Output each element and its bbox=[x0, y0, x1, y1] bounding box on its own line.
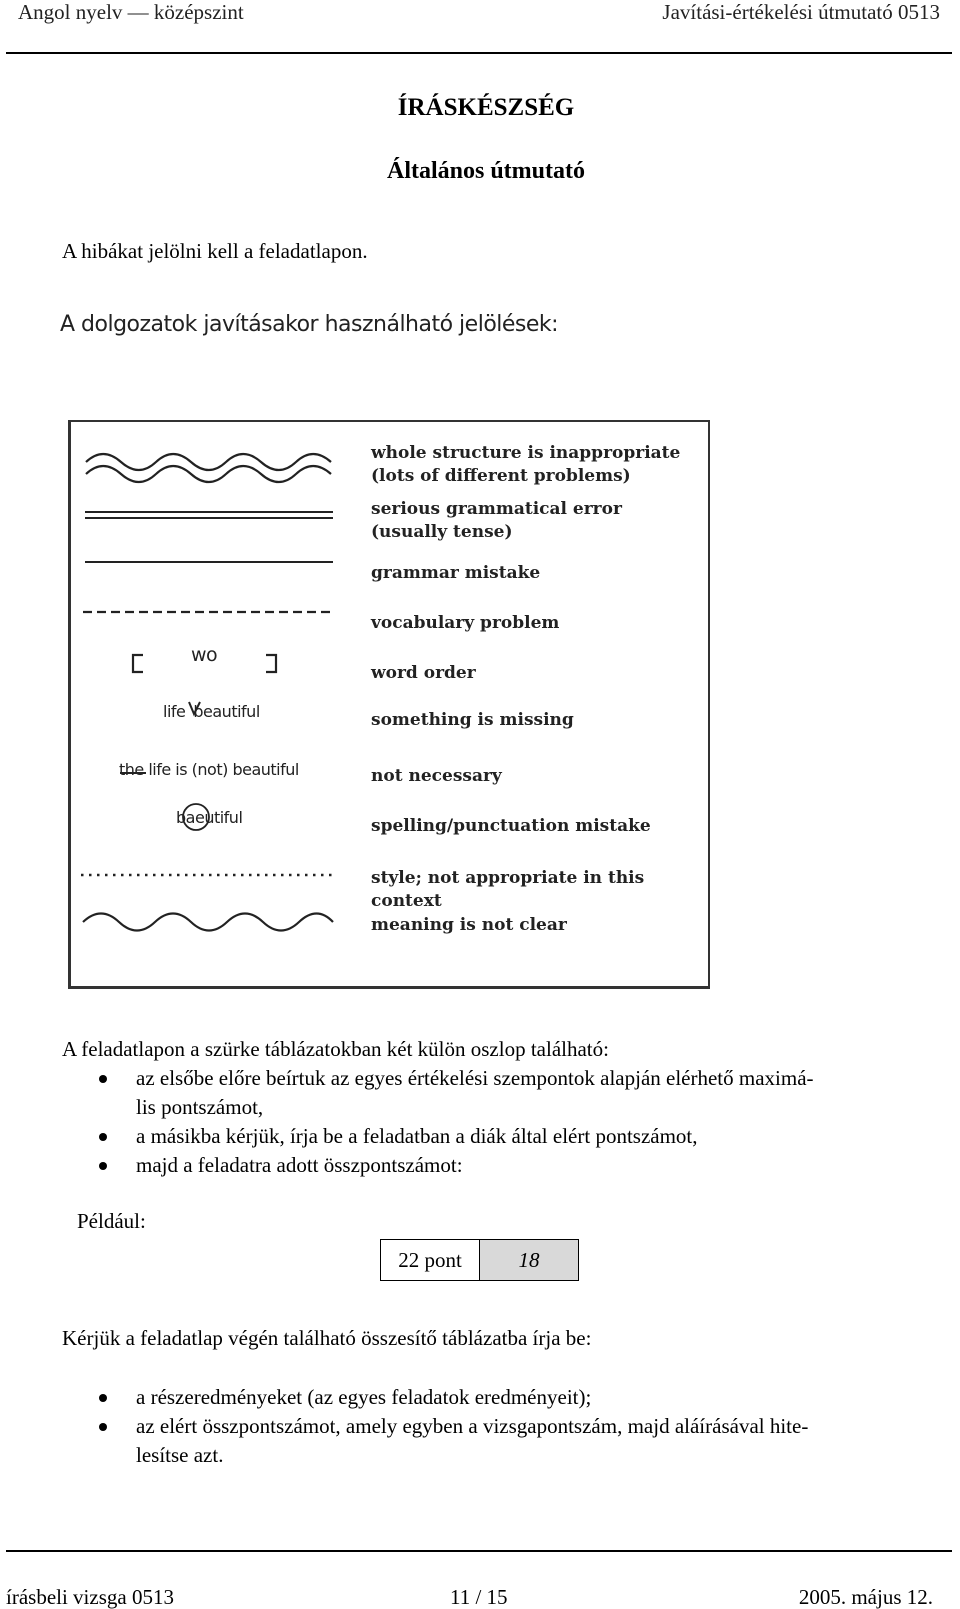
single-wavy-line bbox=[83, 914, 333, 931]
missing-example bbox=[163, 702, 260, 721]
example-score: 18 bbox=[480, 1240, 578, 1280]
page-title: ÍRÁSKÉSZSÉG bbox=[397, 94, 575, 121]
label-spelling: spelling/punctuation mistake bbox=[371, 816, 651, 836]
bullet-item bbox=[62, 1383, 942, 1412]
bullet-item bbox=[62, 1064, 942, 1122]
spelling-example bbox=[176, 808, 242, 827]
example-max-points: 22 pont bbox=[381, 1240, 480, 1280]
bullet-item bbox=[62, 1122, 942, 1151]
paragraph-columns: A feladatlapon a szürke táblázatokban két külön oszlop található: bbox=[62, 1037, 609, 1061]
label-vocabulary-problem: vocabulary problem bbox=[371, 613, 560, 633]
spelling-b: ae bbox=[185, 808, 205, 827]
example-label: Például: bbox=[77, 1209, 146, 1233]
bullet-text-cont: lesítse azt. bbox=[136, 1443, 224, 1467]
bullet-text: majd a feladatra adott összpontszámot: bbox=[136, 1153, 463, 1177]
label-not-necessary: not necessary bbox=[371, 766, 502, 786]
marks-heading: A dolgozatok javításakor használható jelölések: bbox=[60, 312, 559, 337]
bullet-list-1 bbox=[62, 1064, 942, 1180]
example-score-table bbox=[380, 1239, 579, 1281]
label-word-order: word order bbox=[371, 663, 476, 683]
marks-legend-box bbox=[68, 420, 710, 989]
paragraph-summary: Kérjük a feladatlap végén található összesítő táblázatba írja be: bbox=[62, 1326, 592, 1350]
bullet-text: a másikba kérjük, írja be a feladatban a diák által elért pontszámot, bbox=[136, 1124, 698, 1148]
label-serious-error: serious grammatical error bbox=[371, 499, 622, 519]
spelling-c: utiful bbox=[204, 808, 243, 827]
double-wavy-line-2 bbox=[86, 466, 331, 482]
header-left: Angol nyelv — középszint bbox=[18, 0, 244, 24]
bullet-item bbox=[62, 1151, 942, 1180]
label-grammar-mistake: grammar mistake bbox=[371, 563, 541, 583]
word-order-bracket-right bbox=[266, 655, 276, 672]
spelling-a: b bbox=[176, 808, 186, 827]
bullet-text: a részeredményeket (az egyes feladatok eredményeit); bbox=[136, 1385, 592, 1409]
bullet-text: az elsőbe előre beírtuk az egyes értékelési szempontok alapján elérhető maximá- bbox=[136, 1066, 814, 1090]
not-necessary-example bbox=[119, 760, 299, 779]
footer-date: 2005. május 12. bbox=[798, 1585, 933, 1609]
footer-left: írásbeli vizsga 0513 bbox=[6, 1585, 174, 1609]
label-meaning: meaning is not clear bbox=[371, 915, 567, 935]
footer-page-number: 11 / 15 bbox=[450, 1585, 508, 1609]
missing-example-a: life bbox=[163, 702, 186, 721]
label-whole-structure: whole structure is inappropriate bbox=[371, 443, 681, 463]
label-serious-error-note: (usually tense) bbox=[371, 522, 513, 542]
word-order-symbol: wo bbox=[191, 644, 218, 666]
word-order-bracket-left bbox=[133, 655, 143, 672]
bullet-text-cont: lis pontszámot, bbox=[136, 1095, 264, 1119]
bullet-text: az elért összpontszámot, amely egyben a vizsgapontszám, majd aláírásával hite- bbox=[136, 1414, 809, 1438]
label-something-missing: something is missing bbox=[371, 710, 574, 730]
missing-example-b: beautiful bbox=[193, 702, 260, 721]
bullet-list-2 bbox=[62, 1383, 942, 1470]
header-right: Javítási-értékelési útmutató 0513 bbox=[662, 0, 940, 24]
strike-word: the bbox=[119, 760, 144, 779]
footer-rule bbox=[6, 1550, 952, 1552]
label-whole-structure-note: (lots of different problems) bbox=[371, 466, 631, 486]
strike-rest: life is (not) beautiful bbox=[143, 760, 299, 779]
intro-text: A hibákat jelölni kell a feladatlapon. bbox=[62, 239, 368, 263]
label-style: style; not appropriate in this context bbox=[371, 868, 645, 911]
header-rule bbox=[6, 52, 952, 54]
page-subtitle: Általános útmutató bbox=[386, 158, 585, 184]
double-wavy-line bbox=[86, 454, 331, 470]
bullet-item bbox=[62, 1412, 942, 1470]
